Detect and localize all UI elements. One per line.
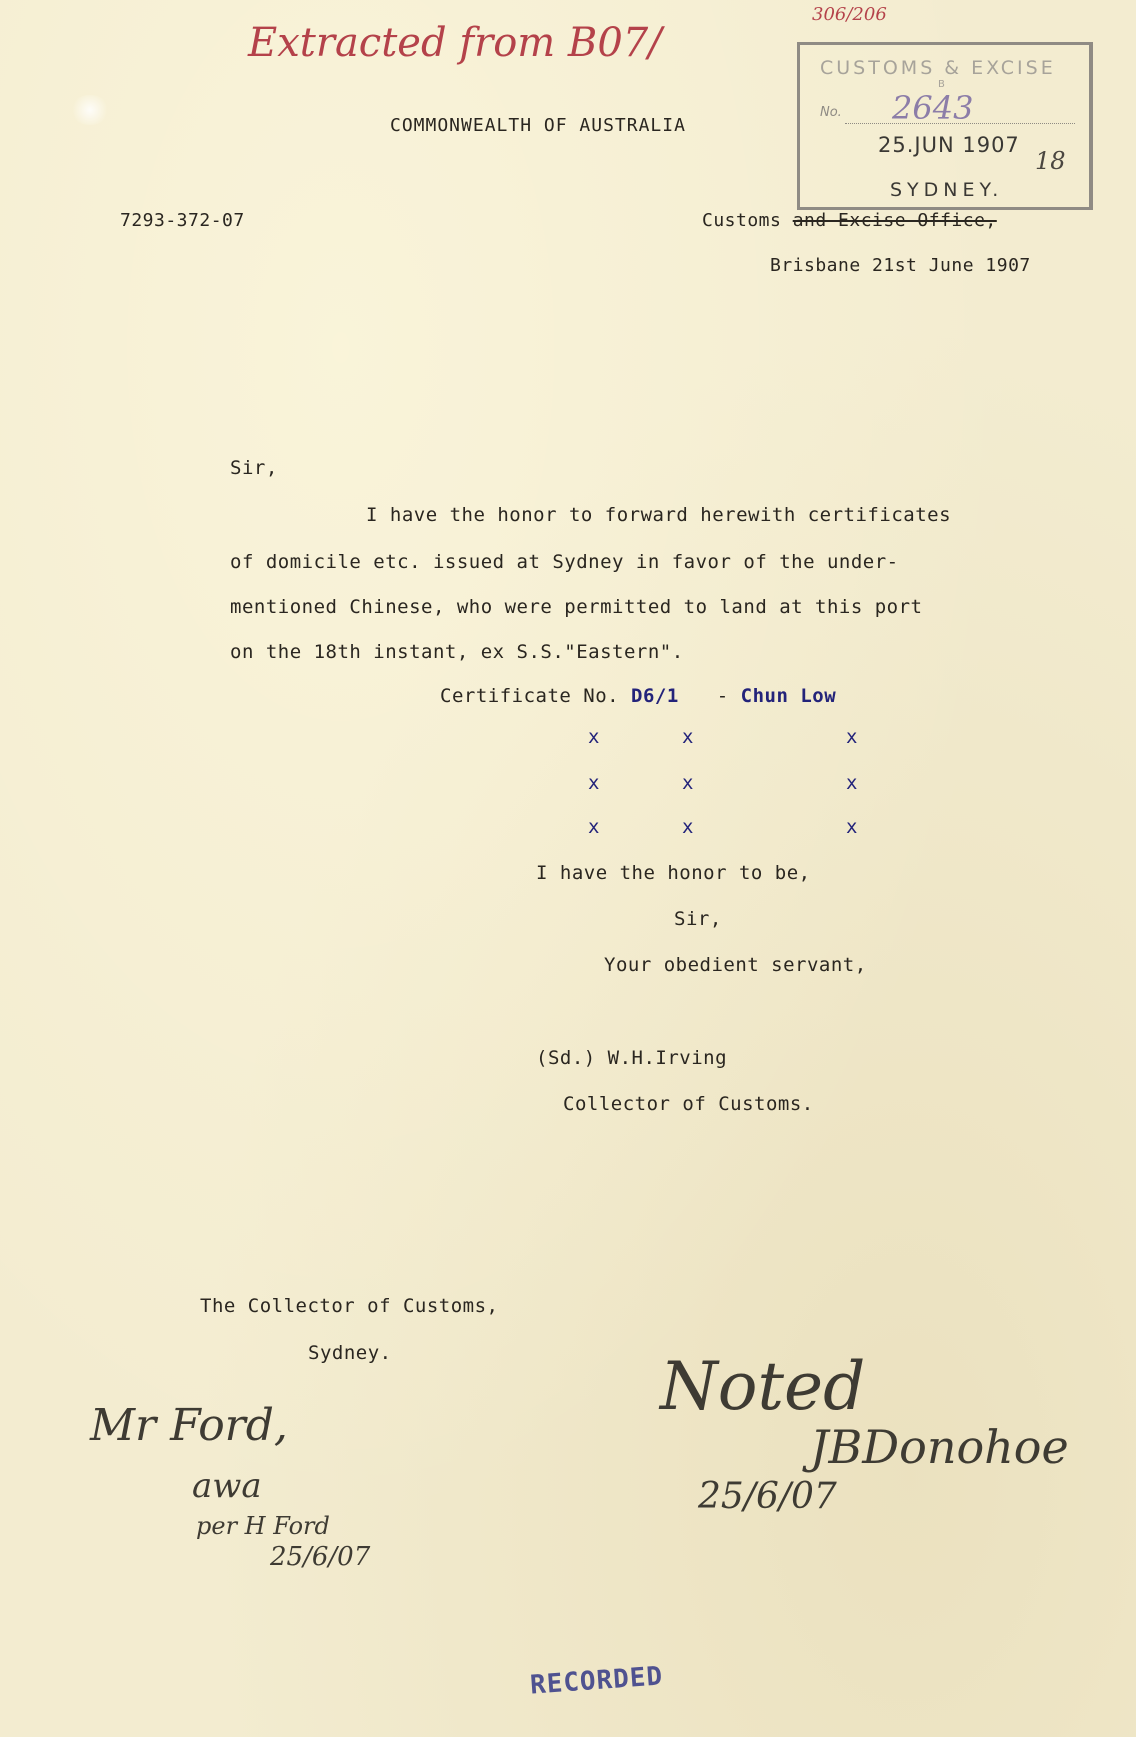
x-mark: x	[846, 726, 858, 748]
certificate-line	[440, 687, 836, 706]
addressee-line-1: The Collector of Customs,	[200, 1295, 499, 1317]
closing-line: I have the honor to be,	[536, 862, 811, 884]
stamp-department: CUSTOMS & EXCISE	[820, 57, 1056, 79]
paper-blemish	[70, 95, 110, 125]
received-stamp	[797, 42, 1093, 210]
recorded-stamp: RECORDED	[529, 1661, 665, 1701]
noted-annotation: Noted	[660, 1348, 866, 1425]
body-line-4: on the 18th instant, ex S.S."Eastern".	[230, 641, 684, 663]
body-line-2: of domicile etc. issued at Sydney in favor of the under-	[230, 551, 899, 573]
office-struck: and Excise Office,	[792, 210, 997, 231]
addressee-line-2: Sydney.	[308, 1342, 392, 1364]
certificate-dash: -	[716, 685, 729, 707]
body-line-3: mentioned Chinese, who were permitted to land at this port	[230, 596, 923, 618]
document-title: COMMONWEALTH OF AUSTRALIA	[390, 115, 686, 136]
x-mark: x	[682, 816, 694, 838]
salutation: Sir,	[230, 457, 278, 479]
closing-sir: Sir,	[674, 908, 722, 930]
stamp-date: 25.JUN 1907	[878, 133, 1020, 157]
office-kept: Customs	[702, 210, 782, 231]
stamp-number: 2643	[892, 89, 974, 127]
certificate-number: D6/1	[631, 685, 679, 707]
certificate-name: Chun Low	[740, 685, 837, 707]
x-mark: x	[588, 816, 600, 838]
minute-date: 25/6/07	[270, 1542, 371, 1572]
body-line-1: I have the honor to forward herewith certificates	[366, 504, 952, 526]
x-mark: x	[588, 726, 600, 748]
minute-to-ford: Mr Ford,	[90, 1400, 288, 1451]
stamp-handwritten-day: 18	[1035, 147, 1066, 175]
donohoe-signature: JBDonohoe	[810, 1420, 1069, 1474]
certificate-label: Certificate No.	[440, 685, 620, 707]
stamp-number-label: No.	[820, 105, 842, 120]
noted-date: 25/6/07	[698, 1476, 837, 1517]
place-date: Brisbane 21st June 1907	[770, 255, 1031, 276]
x-mark: x	[588, 772, 600, 794]
minute-awa: awa	[192, 1466, 262, 1506]
x-mark: x	[682, 726, 694, 748]
file-reference-annotation: 306/206	[812, 4, 887, 25]
signature: (Sd.) W.H.Irving	[536, 1047, 728, 1069]
reference-number: 7293-372-07	[120, 210, 245, 231]
stamp-b-letter: B	[938, 79, 945, 90]
office-line	[702, 212, 997, 230]
closing-servant: Your obedient servant,	[604, 954, 867, 976]
minute-per: per H Ford	[196, 1512, 330, 1540]
x-mark: x	[846, 816, 858, 838]
x-mark: x	[682, 772, 694, 794]
signature-title: Collector of Customs.	[563, 1093, 814, 1115]
extract-annotation: Extracted from B07/	[248, 20, 662, 66]
x-mark: x	[846, 772, 858, 794]
stamp-city: SYDNEY.	[890, 179, 1004, 201]
